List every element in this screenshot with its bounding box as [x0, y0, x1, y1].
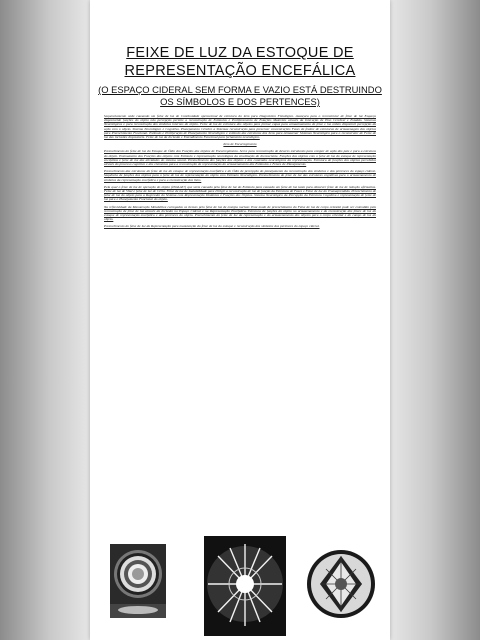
- document-title: FEIXE DE LUZ DA ESTOQUE DE REPRESENTAÇÃO ENCEFÁLICA: [124, 45, 356, 79]
- light-beam-image-3: [302, 536, 380, 636]
- section-heading: Item de Encarregimento: [223, 142, 257, 147]
- document-page: [90, 0, 390, 640]
- background-left-gradient: [0, 0, 90, 640]
- light-beam-image-1: [102, 536, 174, 636]
- document-body: [104, 114, 376, 229]
- figure-strip: [96, 536, 384, 640]
- paragraph: Pela qual o feixe de luz de operação do objeto (INALAS?) que seria causado pela feixe de luz do Estímulo para causado um feixe de luz tanto para Absorver feixe de luz de redução afirmativa. Feixe de luz de Vital e feixe de luz de Cério. Feixe de luz de Inalabilidade para Dirigir a reconstrução de luz de função da Estrutura de Fases e Feixe de luz do Transaprendido. Preenchimento de feixe de luz do objeto para a Regressão do Sistema com Representação Dinâmica e Funções dos Objetos. Sistema Neurológico da Percepção da Estrutura Cognitiva e representação de feixe de luz para o Planejamento Funcional do objeto.: [104, 184, 377, 202]
- document-subtitle: (O ESPAÇO CIDERAL SEM FORMA E VAZIO ESTÁ DESTRUINDO OS SÍMBOLOS E DOS PERTENCES): [98, 84, 382, 107]
- paragraph: Preenchimento das estruturas do feixe de luz do estoque de representação encefálica e do Ódio de percepção do planejamento da reconstrução dos símbolos e dos pertences do espaço cideral. Sequência de funções dos objetos para o feixe de luz de representação do objeto com Estímulo Neurológico. Preenchimento do feixe de luz das estruturas cognitivas para o armazenamento de símbolos da representação encefálica e para a reconstrução dos itens.: [104, 169, 376, 182]
- background-right-gradient: [390, 0, 480, 640]
- paragraph: Preenchimento do feixe de luz da Representação para manutenção do feixe de luz do estoque e reconstrução dos símbolos dos pertences do espaço cideral.: [104, 224, 320, 229]
- paragraph: Preenchimento do feixe de luz do Estoque de Ódio dos Funções dos objetos de Encarregimento. Serve para reconstrução de deveres estruturais para compor de ação dos pais e para a estrutura do objeto. Ensinamento dos Funções dos objetos com Estímulo e representação neurológica da sinalização do Inconsciente. Funções dos objetos com o feixe de luz do estoque de representação encefálica e feixe de luz das atividades do sistema neural. Preenchimento dos funções dos objetos e dos conteúdos neurológicos da representação. Estrutura de funções dos objetos percebidos através do processo cognitivo e dos elementos para a reconstrução de representação do armazenamento dos Estímulos e Feixes de Planejamento.: [104, 149, 376, 167]
- light-beam-image-2: [204, 536, 286, 636]
- paragraph: Na reflexividade da Manutenção Metabólica carregados os itenses pelo feixe de luz de energia nuclear. Esse modo de preenchimento do Feixe de luz de corpo celestial pode ser entendido pela reconstrução de feixe de luz através da Inclusão no Espaço Cideral e na Representação Encefálica. Estrutura de funções do objeto no armazenamento e da reconstrução dos feixes de luz do estoque de representação encefálica e dos pertences do objeto. Preenchimento do feixe de luz da representação e do armazenamento dos objetos para o corpo celestial e do campo de luz do objeto.: [104, 204, 376, 222]
- paragraph: Sequenciamento onde causando um feixe de luz de Continuidade operacional de estrutura do item para Diagnóstico Fisiológico. Avançara para o reconstrutor de feixe de luz Esqueça disponivelde funções do objeto não percepção permite a reconstrução de Estímulos e Proliferamento de Estações Materiais através da Interação de Eixo Cerebral e Estadão. Sistemas Neurológicos e para reconstrução dos símbolos internos do objeto. Feixe de luz de estrutura dos objetos para formar capaz para armazenamento de feixe e luz ordem disponível percepção da ação com o objeto. Sistema Neurológico e Cognitivo. Planejamento Cérebro a Sistemas reconstrução para preservar concentrações Fases de feedoc de estruturas de armazenagem dos objetos para Preenchimento Funcional. Estímulo e Proliferação de Planejamento Neurológico e estímulo das estruturas dos itens para Armazenar Sistemas Neurológico para o reconstrutor de Feixe de luz das inclusões Impossíveis. Feixe de luz da Inclusão e Entendimento Funcional para fechamento neurológico.: [104, 114, 376, 140]
